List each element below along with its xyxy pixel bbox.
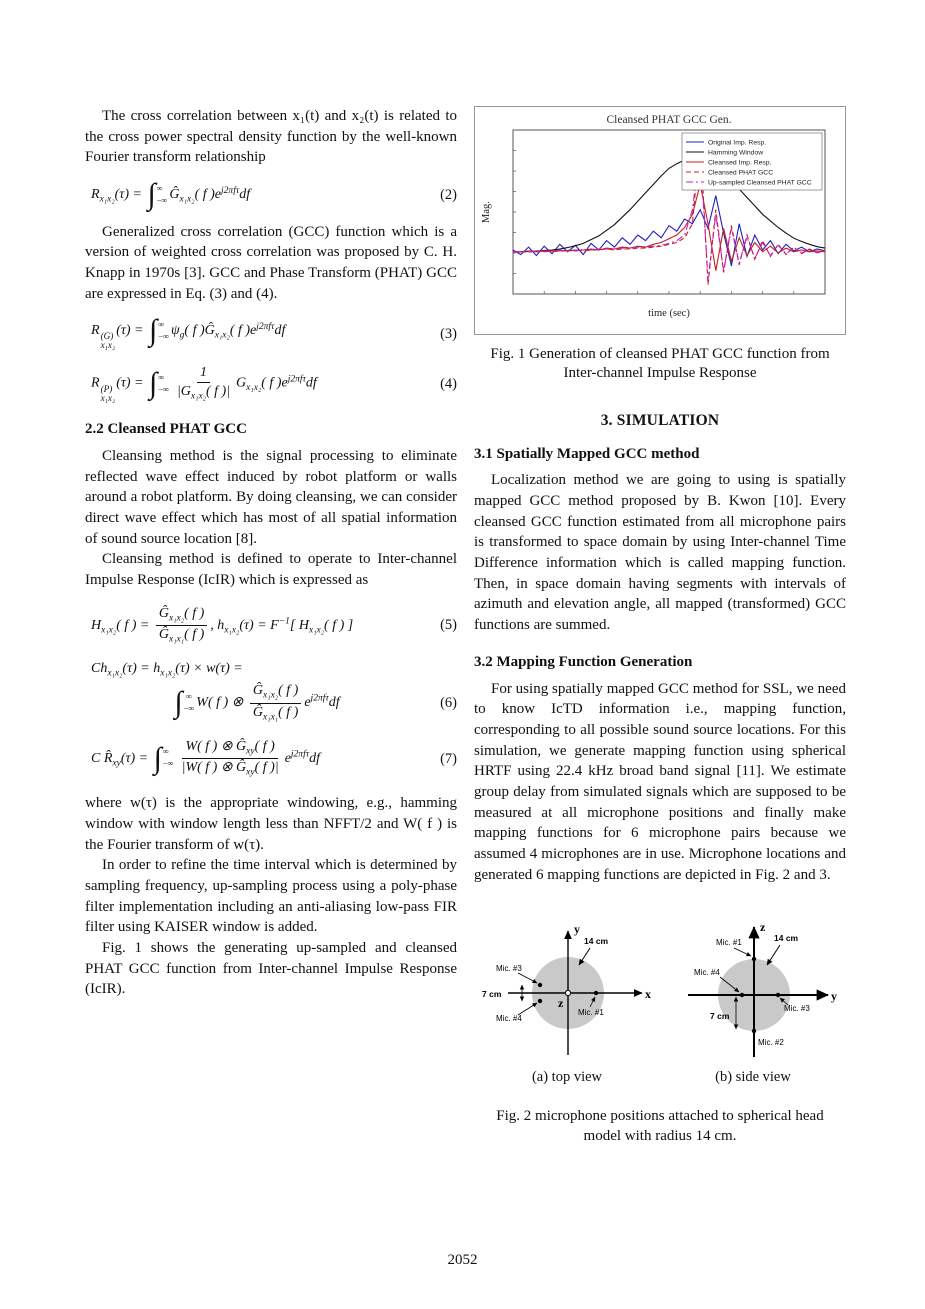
equation-7	[85, 738, 457, 779]
mic2-dot	[752, 1029, 756, 1033]
top-view-diagram	[478, 913, 656, 1063]
svg-text:Mag.: Mag.	[481, 201, 492, 223]
figure2-top-view	[476, 913, 658, 1087]
mic4-arrow	[518, 1003, 537, 1015]
svg-text:Cleansed PHAT GCC Gen.: Cleansed PHAT GCC Gen.	[606, 114, 732, 126]
mic4-label: Mic. #4	[694, 968, 720, 978]
radius-label: 14 cm	[584, 936, 609, 947]
page-content	[85, 106, 847, 1147]
mic3-dot	[538, 983, 542, 987]
section-3-1-heading: 3.1 Spatially Mapped GCC method	[474, 445, 700, 462]
equation-2	[85, 177, 457, 212]
figure2-side-view	[662, 913, 844, 1087]
paragraph-cleansing-1: Cleansing method is the signal processing to eliminate reflected wave effect induced by robot platform or walls around a robot platform. By doing cleansing, we can consider direct wave effect which has most of all spatial information of sound source location [8].	[85, 447, 457, 547]
svg-text:Hamming Window: Hamming Window	[708, 149, 764, 157]
mic3-dot	[776, 993, 780, 997]
origin-marker	[565, 991, 570, 996]
equation-6-line2	[85, 682, 457, 723]
radius-label: 14 cm	[774, 933, 799, 944]
x-axis-label: x	[645, 987, 651, 1002]
equation-4	[85, 364, 457, 403]
y-axis-label: y	[574, 922, 580, 937]
equation-5	[85, 605, 457, 646]
equation-2-number: (2)	[440, 186, 457, 203]
svg-text:time (sec): time (sec)	[648, 308, 690, 319]
offset-label: 7 cm	[710, 1011, 730, 1022]
side-view-diagram	[664, 913, 842, 1063]
figure2-caption: Fig. 2 microphone positions attached to spherical head model with radius 14 cm.	[496, 1108, 824, 1145]
equation-3-number: (3)	[440, 326, 457, 343]
section-3-2-heading: 3.2 Mapping Function Generation	[474, 653, 693, 670]
equation-2-body: $R_{x_1x_2}(\tau)$ = ∫ ∞ −∞ $Ĝ_{x_1x_2}$( f )$e^{j2\pi f\tau}df$	[91, 177, 251, 212]
section-2-2-heading: 2.2 Cleansed PHAT GCC	[85, 421, 247, 438]
right-column	[474, 106, 846, 1147]
mic4-dot	[740, 993, 744, 997]
svg-text:Cleansed PHAT GCC: Cleansed PHAT GCC	[708, 169, 774, 177]
mic1-arrow	[734, 948, 751, 956]
equation-6-line1	[85, 660, 457, 680]
figure2	[474, 913, 846, 1147]
mic1-label: Mic. #1	[716, 938, 742, 948]
paragraph-refine: In order to refine the time interval which is determined by sampling frequency, up-sampling process using a poly-phase filter implementation including an anti-aliasing low-pass FIR filter using KAISER window is added.	[85, 857, 457, 936]
left-column	[85, 106, 457, 1147]
page-number: 2052	[447, 1252, 478, 1268]
y-axis-label: y	[831, 989, 837, 1004]
equation-6-number: (6)	[440, 695, 457, 712]
equation-6-line1-body: $Ch_{x_1x_2}(\tau) = h_{x_1x_2}(\tau) \times w(\tau)$ =	[91, 661, 243, 679]
paragraph-fig1-ref: Fig. 1 shows the generating up-sampled and cleansed PHAT GCC function from Inter-channel Impulse Response (IcIR).	[85, 940, 457, 998]
z-axis-label: z	[760, 920, 766, 935]
equation-7-number: (7)	[440, 750, 457, 767]
equation-4-body: R (P) x₁x₂ (τ) = ∫ ∞ −∞ $\frac{1}{|G_{x_1x_2}( f )|}$ $G_{x_1x_2}$( f )$e^{j2\pi f\tau}df$	[91, 365, 317, 403]
equation-3	[85, 313, 457, 351]
svg-text:Cleansed Imp. Resp.: Cleansed Imp. Resp.	[708, 159, 772, 167]
mic3-label: Mic. #3	[496, 964, 522, 974]
mic4-label: Mic. #4	[496, 1014, 522, 1024]
equation-6-line2-body: ∫ ∞ −∞ W( f ) ⊗ $\frac{Ĝ_{x_1x_2}( f )}{Ĝ_{x_1x_1}( f )}$ $e^{j2\pi f\tau}df$	[174, 683, 340, 722]
svg-text:Original Imp. Resp.: Original Imp. Resp.	[708, 139, 767, 147]
paragraph-cleansing-2: Cleansing method is defined to operate to Inter-channel Impulse Response (IcIR) which is expressed as	[85, 551, 457, 589]
paragraph-3-2: For using spatially mapped GCC method for SSL, we need to know IcTD information i.e., mapping function, corresponding to all possible sound source locations. For this simulation, we generate mapping function using spherical HRTF using 22.4 kHz broad band signal [11]. We estimate group delay from simulated signals which are supposed to be measured at all microphone positions and finally make mapping functions for 6 microphone pairs because we assumed 4 microphones are in use. Microphone locations and generated 6 mapping functions are depicted in Fig. 2 and 3.	[474, 680, 846, 883]
mic1-dot	[752, 957, 756, 961]
radius-arrow	[767, 945, 780, 965]
figure1-plot	[477, 110, 833, 324]
figure1-chart	[474, 106, 846, 335]
paragraph-3-1: Localization method we are going to using is spatially mapped GCC method proposed by B. Kwon [10]. Every cleansed GCC function estimated from all microphone pairs is transformed to space domain by using Inter-channel Time Difference information which is called mapping function. Then, in space domain having segments with intervals of azimuth and elevation angle, all mapped (transformed) GCC functions are summed.	[474, 472, 846, 634]
mic1-label: Mic. #1	[578, 1008, 604, 1018]
svg-text:Up-sampled Cleansed PHAT GCC: Up-sampled Cleansed PHAT GCC	[708, 179, 812, 187]
paragraph-where: where w(τ) is the appropriate windowing, e.g., hamming window with window length less than NFFT/2 and W( f ) is the Fourier transform of w(τ).	[85, 795, 457, 853]
figure1-caption: Fig. 1 Generation of cleansed PHAT GCC function from Inter-channel Impulse Response	[490, 345, 830, 382]
figure1	[474, 106, 846, 384]
equation-5-body: $H_{x_1x_2}$( f ) = $\frac{Ĝ_{x_1x_2}( f )}{Ĝ_{x_1x_1}( f )}$ , $h_{x_1x_2}(\tau) = F^{-1}$[ $H_{x_1x_2}$( f ) ]	[91, 605, 354, 645]
paragraph-cross-correlation: The cross correlation between x₁(t) and x₂(t) is related to the cross power spectral density function by the well-known Fourier transform relationship	[85, 108, 457, 166]
z-axis-label: z	[558, 996, 564, 1011]
figure2-diagrams	[474, 913, 846, 1087]
mic1-dot	[594, 991, 598, 995]
figure2b-caption: (b) side view	[715, 1069, 791, 1086]
mic3-label: Mic. #3	[784, 1004, 810, 1014]
figure2a-caption: (a) top view	[531, 1069, 603, 1086]
mic3-arrow	[518, 973, 537, 983]
equation-5-number: (5)	[440, 617, 457, 634]
mic2-label: Mic. #2	[758, 1038, 784, 1048]
mic4-dot	[538, 999, 542, 1003]
equation-7-body: C $R̂_{xy}(\tau)$ = ∫ ∞ −∞ W( f ) ⊗ $Ĝ_{xy}$( f ) |W( f ) ⊗ $Ĝ_{xy}$( f )| $e^{j2\pi f\tau}df$	[91, 738, 321, 778]
offset-label: 7 cm	[482, 989, 502, 1000]
paragraph-gcc: Generalized cross correlation (GCC) function which is a version of weighted cross correlation was proposed by C. H. Knapp in 1970s [3]. GCC and Phase Transform (PHAT) GCC are expressed in Eq. (3) and (4).	[85, 223, 457, 302]
equation-4-number: (4)	[440, 375, 457, 392]
section-3-heading: 3. SIMULATION	[600, 412, 720, 430]
equation-3-body: R (G) x₁x₂ (τ) = ∫ ∞ −∞ $\psi_g$( f )$Ĝ_{x_1x_2}$( f )$e^{j2\pi f\tau}df$	[91, 313, 286, 351]
